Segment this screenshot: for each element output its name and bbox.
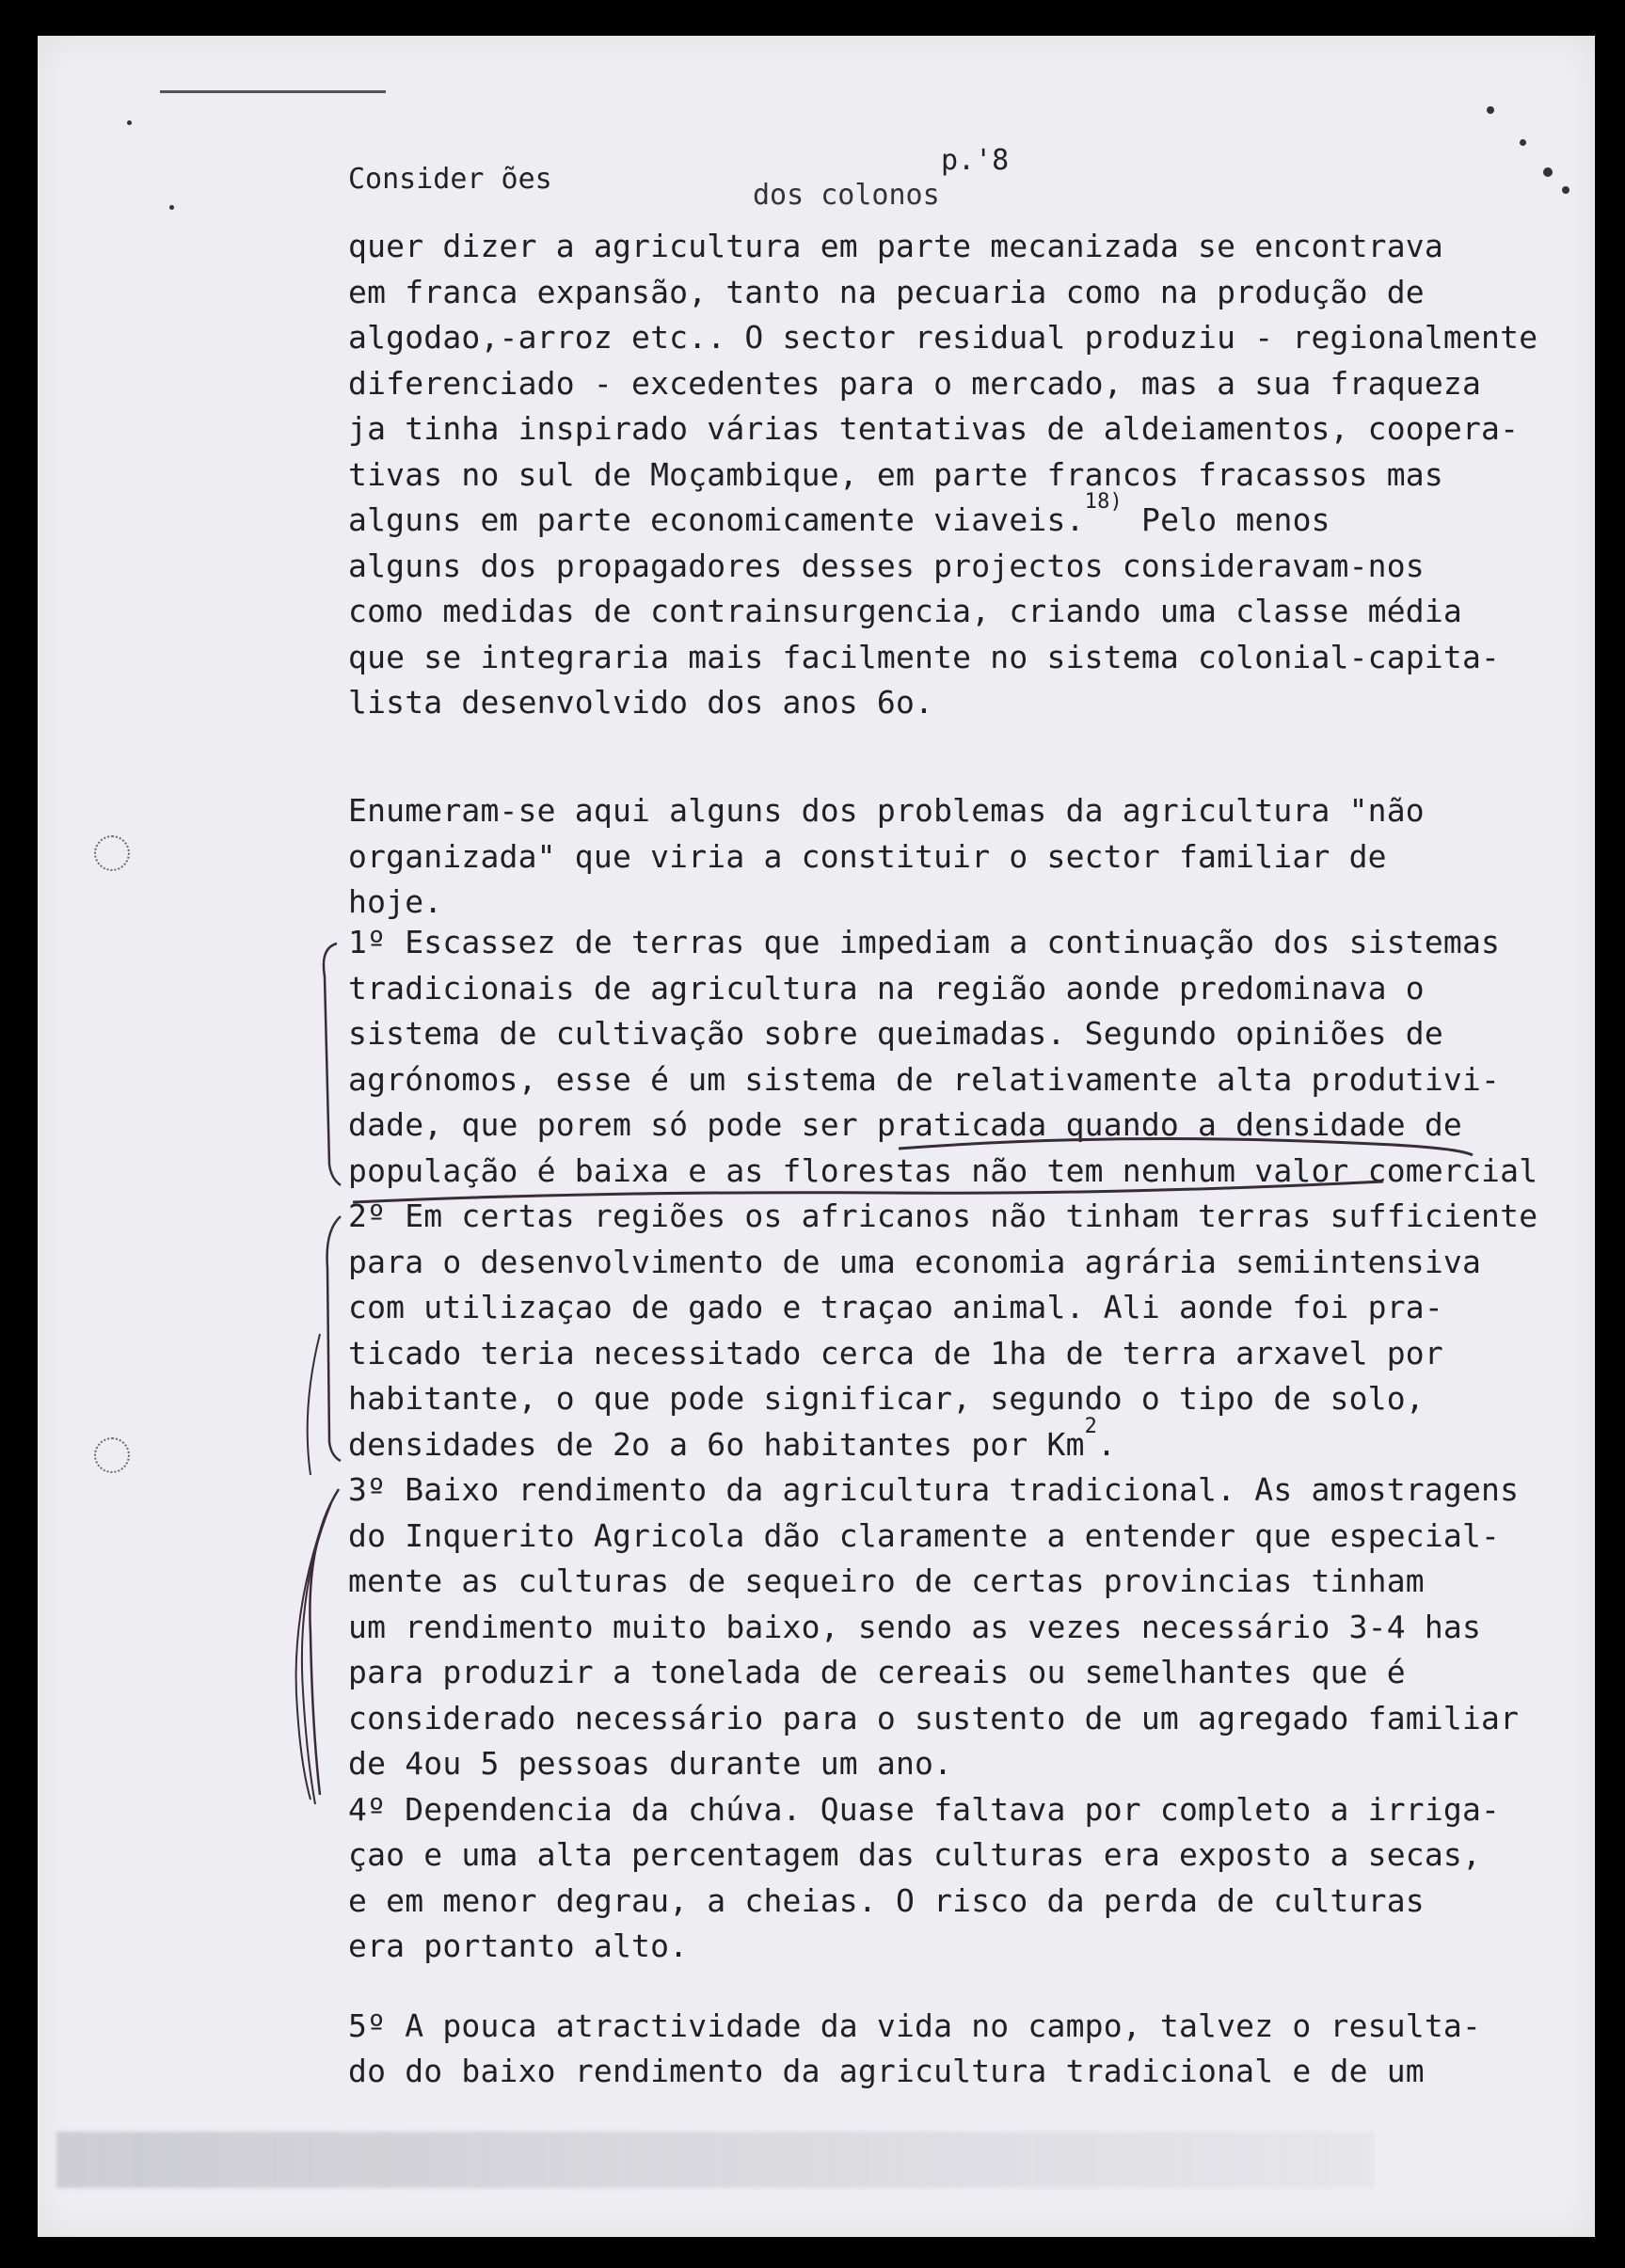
document-page xyxy=(38,36,1595,2237)
text-line: 3º Baixo rendimento da agricultura tradicional. As amostragens xyxy=(348,1471,1520,1508)
text-line: população é baixa e as florestas não tem nenhum valor comercial xyxy=(348,1151,1538,1189)
text-line: em franca expansão, tanto na pecuaria como na produção de xyxy=(348,273,1425,310)
text-line: ja tinha inspirado várias tentativas de aldeiamentos, coopera- xyxy=(348,410,1520,447)
pen-annotations xyxy=(38,36,1595,2237)
underline-mark xyxy=(353,1182,1383,1202)
margin-bracket-item1 xyxy=(324,944,341,1185)
text-line: 4º Dependencia da chúva. Quase faltava por completo a irriga- xyxy=(348,1790,1501,1828)
text-line: tivas no sul de Moçambique, em parte francos fracassos mas xyxy=(348,455,1443,493)
page-number: p.'8 xyxy=(941,144,1010,177)
text-line: alguns dos propagadores desses projectos consideravam-nos xyxy=(348,547,1425,584)
text-line: hoje. xyxy=(348,883,443,920)
text-line: para o desenvolvimento de uma economia agrária semiintensiva xyxy=(348,1243,1482,1280)
text-line: agrónomos, esse é um sistema de relativamente alta produtivi- xyxy=(348,1060,1501,1098)
text-line: lista desenvolvido dos anos 6o. xyxy=(348,684,934,721)
text-line: ticado teria necessitado cerca de 1ha de terra arxavel por xyxy=(348,1334,1443,1372)
margin-scribble xyxy=(310,1489,339,1795)
text-line: 5º A pouca atractividade da vida no campo, talvez o resulta- xyxy=(348,2006,1482,2044)
text-line: com utilizaçao de gado e traçao animal. Ali aonde foi pra- xyxy=(348,1289,1443,1325)
text-line: considerado necessário para o sustento de um agregado familiar xyxy=(348,1699,1520,1737)
text-line: de 4ou 5 pessoas durante um ano. xyxy=(348,1745,953,1782)
text-line: algodao,-arroz etc.. O sector residual produziu - regionalmente xyxy=(348,319,1538,356)
text-line: do do baixo rendimento da agricultura tradicional e de um xyxy=(348,2053,1425,2089)
text-fragment: Pelo menos xyxy=(1122,501,1330,538)
text-line: do Inquerito Agricola dão claramente a entender que especial- xyxy=(348,1516,1501,1554)
scan-smudge xyxy=(56,2132,1374,2188)
superscript: 2 xyxy=(1084,1414,1098,1438)
text-line: que se integraria mais facilmente no sistema colonial-capita- xyxy=(348,638,1501,675)
handwritten-insertion: dos colonos xyxy=(753,179,940,212)
text-line: tradicionais de agricultura na região aonde predominava o xyxy=(348,969,1425,1007)
text-line: Enumeram-se aqui alguns dos problemas da agricultura "não xyxy=(348,792,1425,829)
text-line: 1º Escassez de terras que impediam a continuação dos sistemas xyxy=(348,924,1501,960)
text-line: 2º Em certas regiões os africanos não tinham terras sufficiente xyxy=(348,1197,1538,1234)
underline-mark xyxy=(899,1139,1473,1155)
text-line: habitante, o que pode significar, segundo o tipo de solo, xyxy=(348,1380,1425,1417)
text-line: mente as culturas de sequeiro de certas provincias tinham xyxy=(348,1562,1425,1599)
text-line: çao e uma alta percentagem das culturas era exposto a secas, xyxy=(348,1836,1482,1873)
header-title: Consider ões xyxy=(348,163,552,196)
text-line: e em menor degrau, a cheias. O risco da perda de culturas xyxy=(348,1881,1425,1919)
margin-scribble xyxy=(308,1334,320,1475)
text-fragment: . xyxy=(1097,1425,1117,1463)
text-fragment: densidades de 2o a 6o habitantes por Km xyxy=(348,1425,1085,1463)
text-line: como medidas de contrainsurgencia, criando uma classe média xyxy=(348,593,1462,629)
footnote-reference: 18) xyxy=(1084,490,1123,514)
text-line: sistema de cultivação sobre queimadas. Segundo opiniões de xyxy=(348,1015,1443,1052)
text-line: um rendimento muito baixo, sendo as vezes necessário 3-4 has xyxy=(348,1608,1482,1645)
text-fragment: alguns em parte economicamente viaveis. xyxy=(348,501,1085,538)
text-line: dade, que porem só pode ser praticada quando a densidade de xyxy=(348,1106,1462,1143)
text-line: era portanto alto. xyxy=(348,1927,689,1964)
text-line: organizada" que viria a constituir o sector familiar de xyxy=(348,837,1387,875)
text-line: para produzir a tonelada de cereais ou semelhantes que é xyxy=(348,1654,1406,1690)
text-line: diferenciado - excedentes para o mercado, mas a sua fraqueza xyxy=(348,364,1482,402)
text-line: quer dizer a agricultura em parte mecanizada se encontrava xyxy=(348,228,1443,264)
margin-bracket-item2 xyxy=(327,1216,341,1461)
